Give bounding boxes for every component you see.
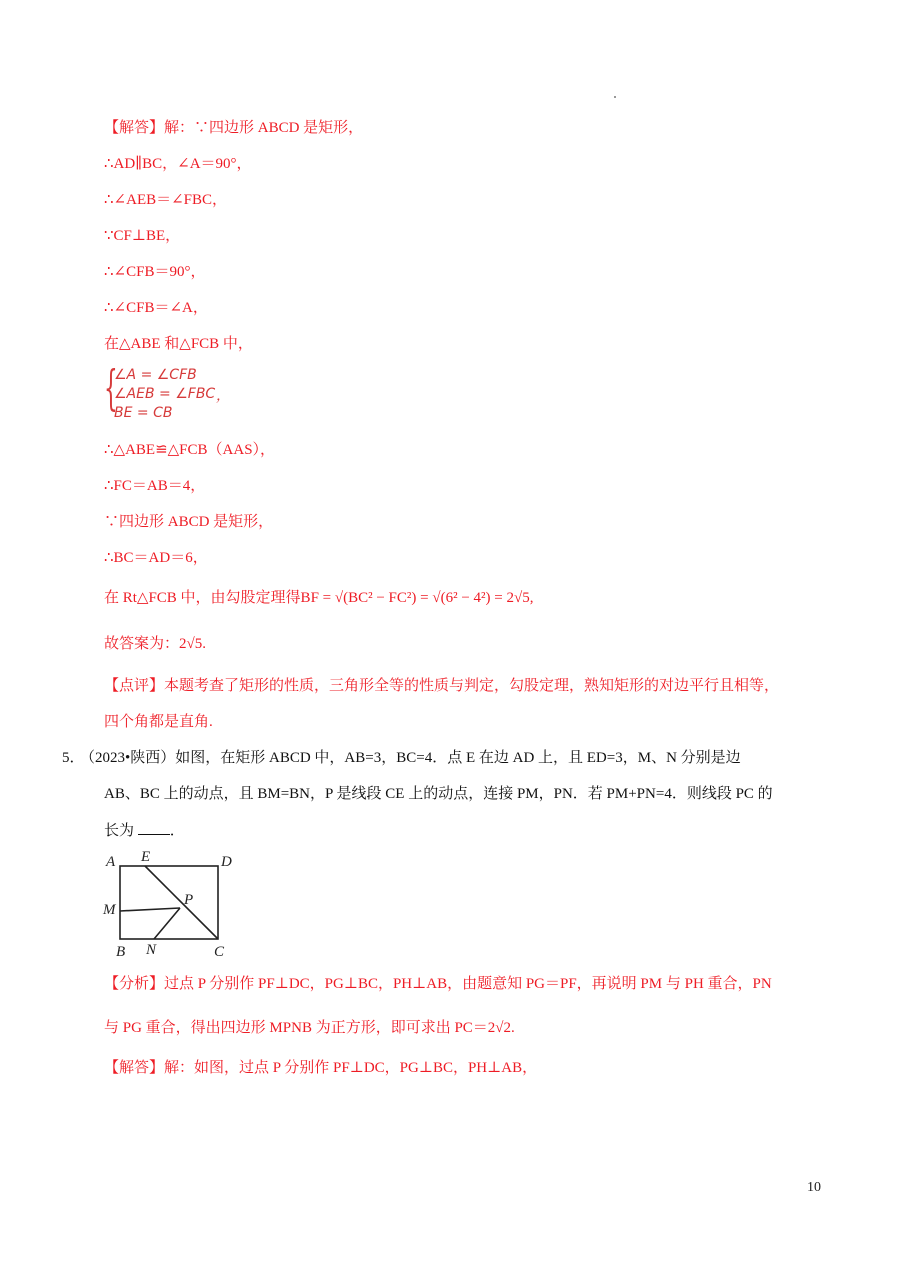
problem-number: 5． [62,750,85,766]
label-m: M [103,902,116,918]
geometry-figure [98,846,238,966]
answer-end: ． [169,823,185,839]
label-p: P [184,892,194,908]
solution-line-1: 【解答】解：∵四边形 ABCD 是矩形， [104,120,364,136]
solution-line-3: ∴∠AEB＝∠FBC， [104,192,228,208]
solution-line-7: 在△ABE 和△FCB 中， [104,336,253,352]
answer-blank [138,820,170,835]
rectangle-abcd [120,866,218,939]
analysis-line-2: 与 PG 重合，得出四边形 MPNB 为正方形，即可求出 PC＝2√2. [104,1020,515,1036]
label-a: A [106,854,116,870]
final-answer: 故答案为：2√5. [104,636,206,652]
label-b: B [116,944,126,960]
system-row-3: BE = CB [114,405,173,421]
system-row-1: ∠A = ∠CFB [114,367,197,383]
comment-line-1: 【点评】本题考查了矩形的性质，三角形全等的性质与判定，勾股定理，熟知矩形的对边平行且相等， [104,678,780,694]
segment-mp [120,908,180,911]
solution-line-6: ∴∠CFB＝∠A， [104,300,208,316]
stray-mark [614,96,616,98]
page-number: 10 [807,1180,821,1195]
solution-line-4: ∵CF⊥BE， [104,228,181,244]
segment-pn [154,908,180,939]
solution-start: 【解答】解：如图，过点 P 分别作 PF⊥DC，PG⊥BC，PH⊥AB， [104,1060,538,1076]
solution-line-5: ∴∠CFB＝90°， [104,264,206,280]
label-e: E [141,849,151,865]
solution-line-2: ∴AD∥BC，∠A＝90°， [104,156,252,172]
solution-line-8: ∴△ABE≌△FCB（AAS）， [104,442,276,458]
left-brace: { [104,360,118,416]
answer-prompt: 长为 [104,823,135,839]
solution-line-10: ∵四边形 ABCD 是矩形， [104,514,274,530]
solution-line-12: 在 Rt△FCB 中，由勾股定理得BF = √(BC² − FC²) = √(6² − 4²) = 2√5, [104,590,534,606]
problem-line-3 [104,820,185,841]
system-comma: ， [216,388,230,404]
problem-line-2: AB、BC 上的动点，且 BM=BN，P 是线段 CE 上的动点，连接 PM，PN．若 PM+PN=4．则线段 PC 的 [104,786,773,802]
solution-line-11: ∴BC＝AD＝6， [104,550,208,566]
segment-ec [145,866,218,939]
label-n: N [146,942,157,958]
problem-line-1: （2023•陕西）如图，在矩形 ABCD 中，AB=3，BC=4．点 E 在边 AD 上，且 ED=3，M、N 分别是边 [80,750,741,766]
analysis-line-1: 【分析】过点 P 分别作 PF⊥DC，PG⊥BC，PH⊥AB，由题意知 PG＝PF，再说明 PM 与 PH 重合，PN [104,976,772,992]
solution-line-9: ∴FC＝AB＝4， [104,478,206,494]
comment-line-2: 四个角都是直角. [104,714,213,730]
label-c: C [214,944,225,960]
system-row-2: ∠AEB = ∠FBC [114,386,216,402]
label-d: D [221,854,232,870]
